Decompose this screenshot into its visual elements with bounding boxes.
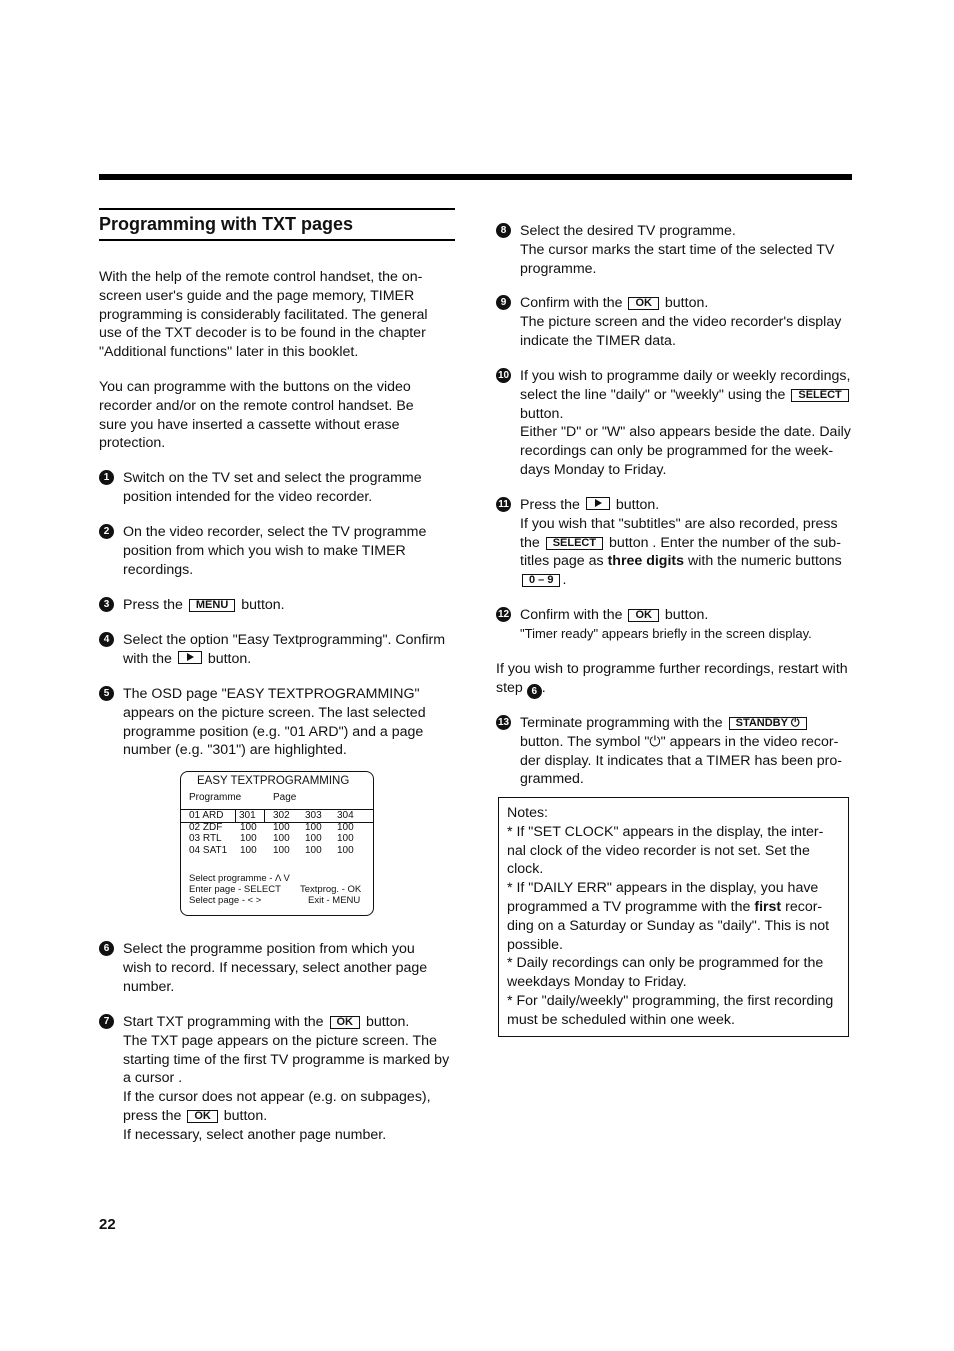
note-item: * If "SET CLOCK" appears in the display, the inter-nal clock of the video recorder is not set. Set the clock. xyxy=(507,823,824,878)
page-number: 22 xyxy=(99,1216,116,1233)
ok-button-icon: OK xyxy=(330,1016,361,1029)
note-item: * For "daily/weekly" programming, the first recording must be scheduled within one week. xyxy=(507,992,834,1028)
step-4-text: Select the option "Easy Textprogramming". Confirm with the button. xyxy=(123,632,446,667)
play-button-icon xyxy=(586,497,610,510)
menu-button-icon: MENU xyxy=(189,599,235,612)
step-number-3: 3 xyxy=(99,597,114,612)
osd-hint: Select programme - Λ V xyxy=(189,873,290,884)
intro-paragraph-2: You can programme with the buttons on the video recorder and/or on the remote control handset. Be sure you have inserted a cassette without erase protection. xyxy=(99,379,414,452)
select-button-icon: SELECT xyxy=(546,537,603,550)
osd-cell: 100 xyxy=(337,822,354,833)
step-number-2: 2 xyxy=(99,524,114,539)
osd-cell: 100 xyxy=(273,845,290,856)
osd-cell: 301 xyxy=(239,810,256,821)
osd-cell: 100 xyxy=(305,822,322,833)
osd-cell: 100 xyxy=(240,845,257,856)
osd-cell: 01 ARD xyxy=(189,810,224,821)
restart-note: If you wish to programme further recordings, restart with step 6 . xyxy=(496,661,848,697)
step-13-text: Terminate programming with the STANDBY ⏻ button. The symbol "⏻" appears in the video recor-der display. It indicates that a TIMER has been pro-grammed. xyxy=(520,715,843,788)
osd-hint: Enter page - SELECT xyxy=(189,884,281,895)
osd-cell: 100 xyxy=(240,822,257,833)
ok-button-icon: OK xyxy=(628,297,659,310)
section-title: Programming with TXT pages xyxy=(99,214,354,234)
osd-hint: Select page - < > xyxy=(189,895,262,906)
step-ref-6: 6 xyxy=(527,684,542,699)
osd-cell: 304 xyxy=(337,810,354,821)
step-8-text: Select the desired TV programme. The cursor marks the start time of the selected TV programme. xyxy=(520,223,835,277)
numeric-buttons-icon: 0 – 9 xyxy=(522,574,560,587)
osd-col-programme: Programme xyxy=(189,792,242,803)
step-9-text: Confirm with the OK button. The picture screen and the video recorder's display indicate the TIMER data. xyxy=(520,295,842,349)
step-number-13: 13 xyxy=(497,717,510,728)
step-5-text: The OSD page "EASY TEXTPROGRAMMING" appears on the picture screen. The last selected programme position (e.g. "01 ARD") and a page number (e.g. "301") are highlighted. xyxy=(123,686,426,759)
step-1-text: Switch on the TV set and select the programme position intended for the video recorder. xyxy=(123,470,422,505)
step-number-1: 1 xyxy=(99,470,114,485)
step-12-text: Confirm with the OK button. "Timer ready" appears briefly in the screen display. xyxy=(520,607,812,641)
step-6-text: Select the programme position from which you wish to record. If necessary, select another page number. xyxy=(123,941,428,995)
play-button-icon xyxy=(178,651,202,664)
step-3-text: Press the MENU button. xyxy=(123,597,285,613)
osd-divider xyxy=(264,809,265,823)
ok-button-icon: OK xyxy=(628,609,659,622)
osd-cell: 100 xyxy=(273,833,290,844)
step-10-text: If you wish to programme daily or weekly recordings, select the line "daily" or "weekly" using the SELECT button. Either "D" or "W" also appears beside the date. Daily recordings can only be programmed for the week-days Monday to Friday. xyxy=(520,368,851,478)
osd-cell: 100 xyxy=(240,833,257,844)
osd-hint: Exit - MENU xyxy=(308,895,361,906)
step-number-12: 12 xyxy=(497,609,510,620)
osd-cell: 100 xyxy=(337,833,354,844)
note-item: * Daily recordings can only be programmed for the weekdays Monday to Friday. xyxy=(507,955,824,991)
step-number-5: 5 xyxy=(99,686,114,701)
section-header xyxy=(99,208,455,241)
step-number-4: 4 xyxy=(99,632,114,647)
osd-cell: 100 xyxy=(337,845,354,856)
osd-cell: 03 RTL xyxy=(189,833,222,844)
step-number-11: 11 xyxy=(496,497,511,512)
osd-cell: 02 ZDF xyxy=(189,822,223,833)
step-11-text: Press the button. If you wish that "subtitles" are also recorded, press the SELECT button . Enter the number of the sub-titles page as three digits with the numeric buttons 0 – 9 . xyxy=(520,497,842,589)
step-7-text: Start TXT programming with the OK button. The TXT page appears on the picture screen. The starting time of the first TV programme is marked by a cursor . If the cursor does not appear (e.g. on subpages), press the OK button. If necessary, select another page number. xyxy=(123,1014,450,1143)
osd-title: EASY TEXTPROGRAMMING xyxy=(197,775,350,787)
note-item: * If "DAILY ERR" appears in the display, you have programmed a TV programme with the first recor-ding on a Saturday or Sunday as "daily". This is not possible. xyxy=(507,880,830,953)
osd-cell: 302 xyxy=(273,810,290,821)
step-number-6: 6 xyxy=(99,941,114,956)
osd-cell: 100 xyxy=(305,833,322,844)
osd-cell: 04 SAT1 xyxy=(189,845,228,856)
step-number-8: 8 xyxy=(496,223,511,238)
step-2-text: On the video recorder, select the TV programme position from which you wish to make TIMER recordings. xyxy=(123,524,427,578)
step-number-10: 10 xyxy=(497,370,510,381)
osd-col-page: Page xyxy=(273,792,297,803)
osd-easy-textprogramming xyxy=(180,771,374,916)
ok-button-icon: OK xyxy=(187,1110,218,1123)
osd-cell: 303 xyxy=(305,810,322,821)
osd-cell: 100 xyxy=(273,822,290,833)
header-rule xyxy=(99,174,852,180)
notes-heading: Notes: xyxy=(507,805,549,821)
osd-cell: 100 xyxy=(305,845,322,856)
step-number-7: 7 xyxy=(99,1014,114,1029)
osd-hint: Textprog. - OK xyxy=(300,884,362,895)
standby-button-icon: STANDBY ⏻ xyxy=(729,717,807,730)
intro-paragraph-1: With the help of the remote control handset, the on-screen user's guide and the page memory, TIMER programming is considerably facilitated. The general use of the TXT decoder is to be found in the chapter "Additional functions" later in this booklet. xyxy=(99,269,428,361)
select-button-icon: SELECT xyxy=(791,389,848,402)
step-number-9: 9 xyxy=(496,295,511,310)
notes-box xyxy=(498,797,849,1037)
osd-divider xyxy=(235,809,236,823)
